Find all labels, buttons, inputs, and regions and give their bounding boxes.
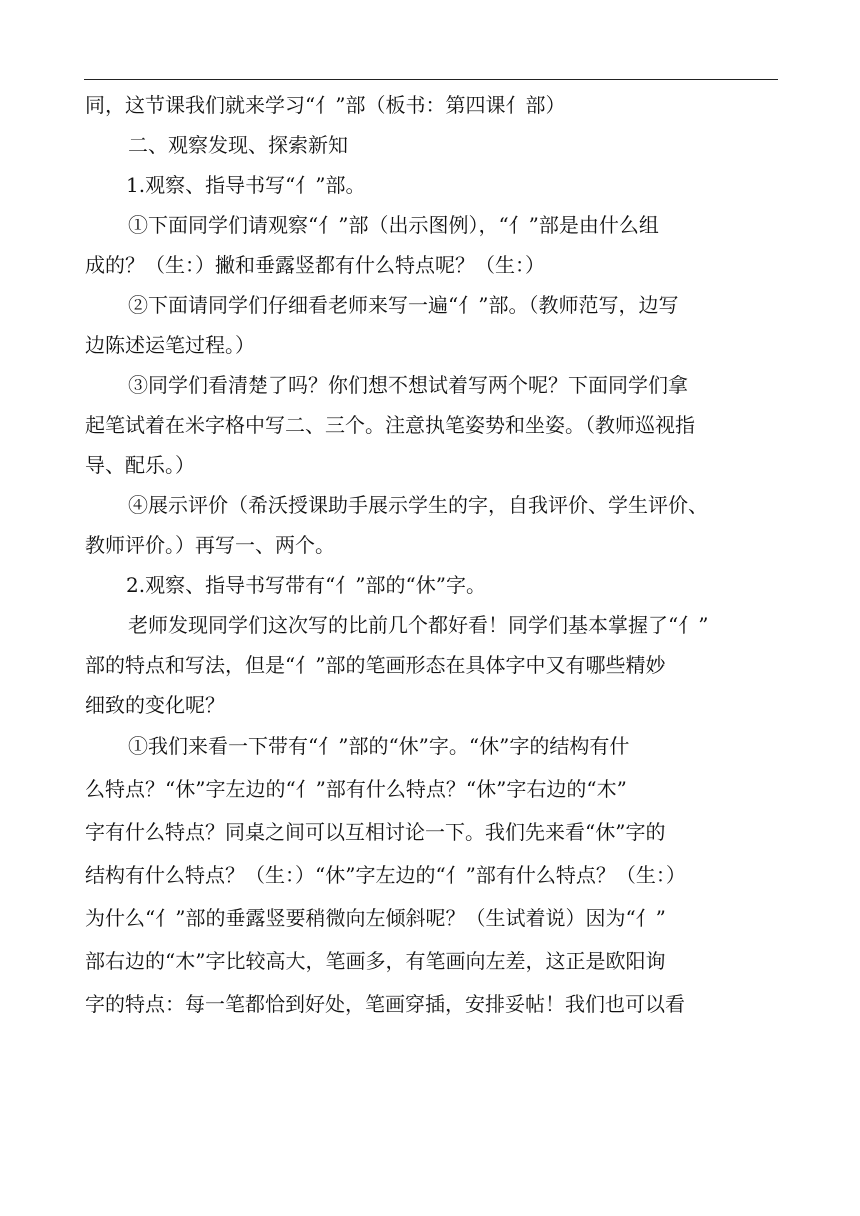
text-line-14: 老师发现同学们这次写的比前几个都好看！同学们基本掌握了“亻” xyxy=(128,613,709,637)
text-line-9: 起笔试着在米字格中写二、三个。注意执笔姿势和坐姿。（教师巡视指 xyxy=(85,413,695,437)
text-line-23: 字的特点：每一笔都恰到好处，笔画穿插，安排妥帖！我们也可以看 xyxy=(85,992,685,1016)
subsection-heading-1: 1.观察、指导书写“亻”部。 xyxy=(126,173,366,197)
text-line-11: ④展示评价（希沃授课助手展示学生的字，自我评价、学生评价、 xyxy=(128,493,708,517)
text-line-19: 字有什么特点？同桌之间可以互相讨论一下。我们先来看“休”字的 xyxy=(85,820,666,844)
header-rule xyxy=(84,79,778,80)
text-line-7: 边陈述运笔过程。） xyxy=(85,333,255,357)
text-line-20: 结构有什么特点？（生：）“休”字左边的“亻”部有什么特点？（生：） xyxy=(85,863,686,887)
text-line-4: ①下面同学们请观察“亻”部（出示图例），“亻”部是由什么组 xyxy=(128,213,659,237)
text-line-16: 细致的变化呢？ xyxy=(85,693,225,717)
subsection-heading-2: 2.观察、指导书写带有“亻”部的“休”字。 xyxy=(126,573,486,597)
text-line-6: ②下面请同学们仔细看老师来写一遍“亻”部。（教师范写，边写 xyxy=(128,293,679,317)
text-line-17: ①我们来看一下带有“亻”部的“休”字。“休”字的结构有什 xyxy=(128,734,630,758)
text-line-8: ③同学们看清楚了吗？你们想不想试着写两个呢？下面同学们拿 xyxy=(128,373,688,397)
text-line-18: 么特点？“休”字左边的“亻”部有什么特点？“休”字右边的“木” xyxy=(85,777,627,801)
document-body xyxy=(85,85,780,1026)
text-line-1: 同，这节课我们就来学习“亻”部（板书：第四课亻部） xyxy=(85,93,566,117)
text-line-15: 部的特点和写法，但是“亻”部的笔画形态在具体字中又有哪些精妙 xyxy=(85,653,666,677)
text-line-22: 部右边的“木”字比较高大，笔画多，有笔画向左差，这正是欧阳询 xyxy=(85,949,666,973)
section-heading: 二、观察发现、探索新知 xyxy=(128,133,348,157)
text-line-5: 成的？（生：）撇和垂露竖都有什么特点呢？（生：） xyxy=(85,253,545,277)
text-line-21: 为什么“亻”部的垂露竖要稍微向左倾斜呢？（生试着说）因为“亻” xyxy=(85,906,666,930)
text-line-12: 教师评价。）再写一、两个。 xyxy=(85,533,335,557)
text-line-10: 导、配乐。） xyxy=(85,453,195,477)
